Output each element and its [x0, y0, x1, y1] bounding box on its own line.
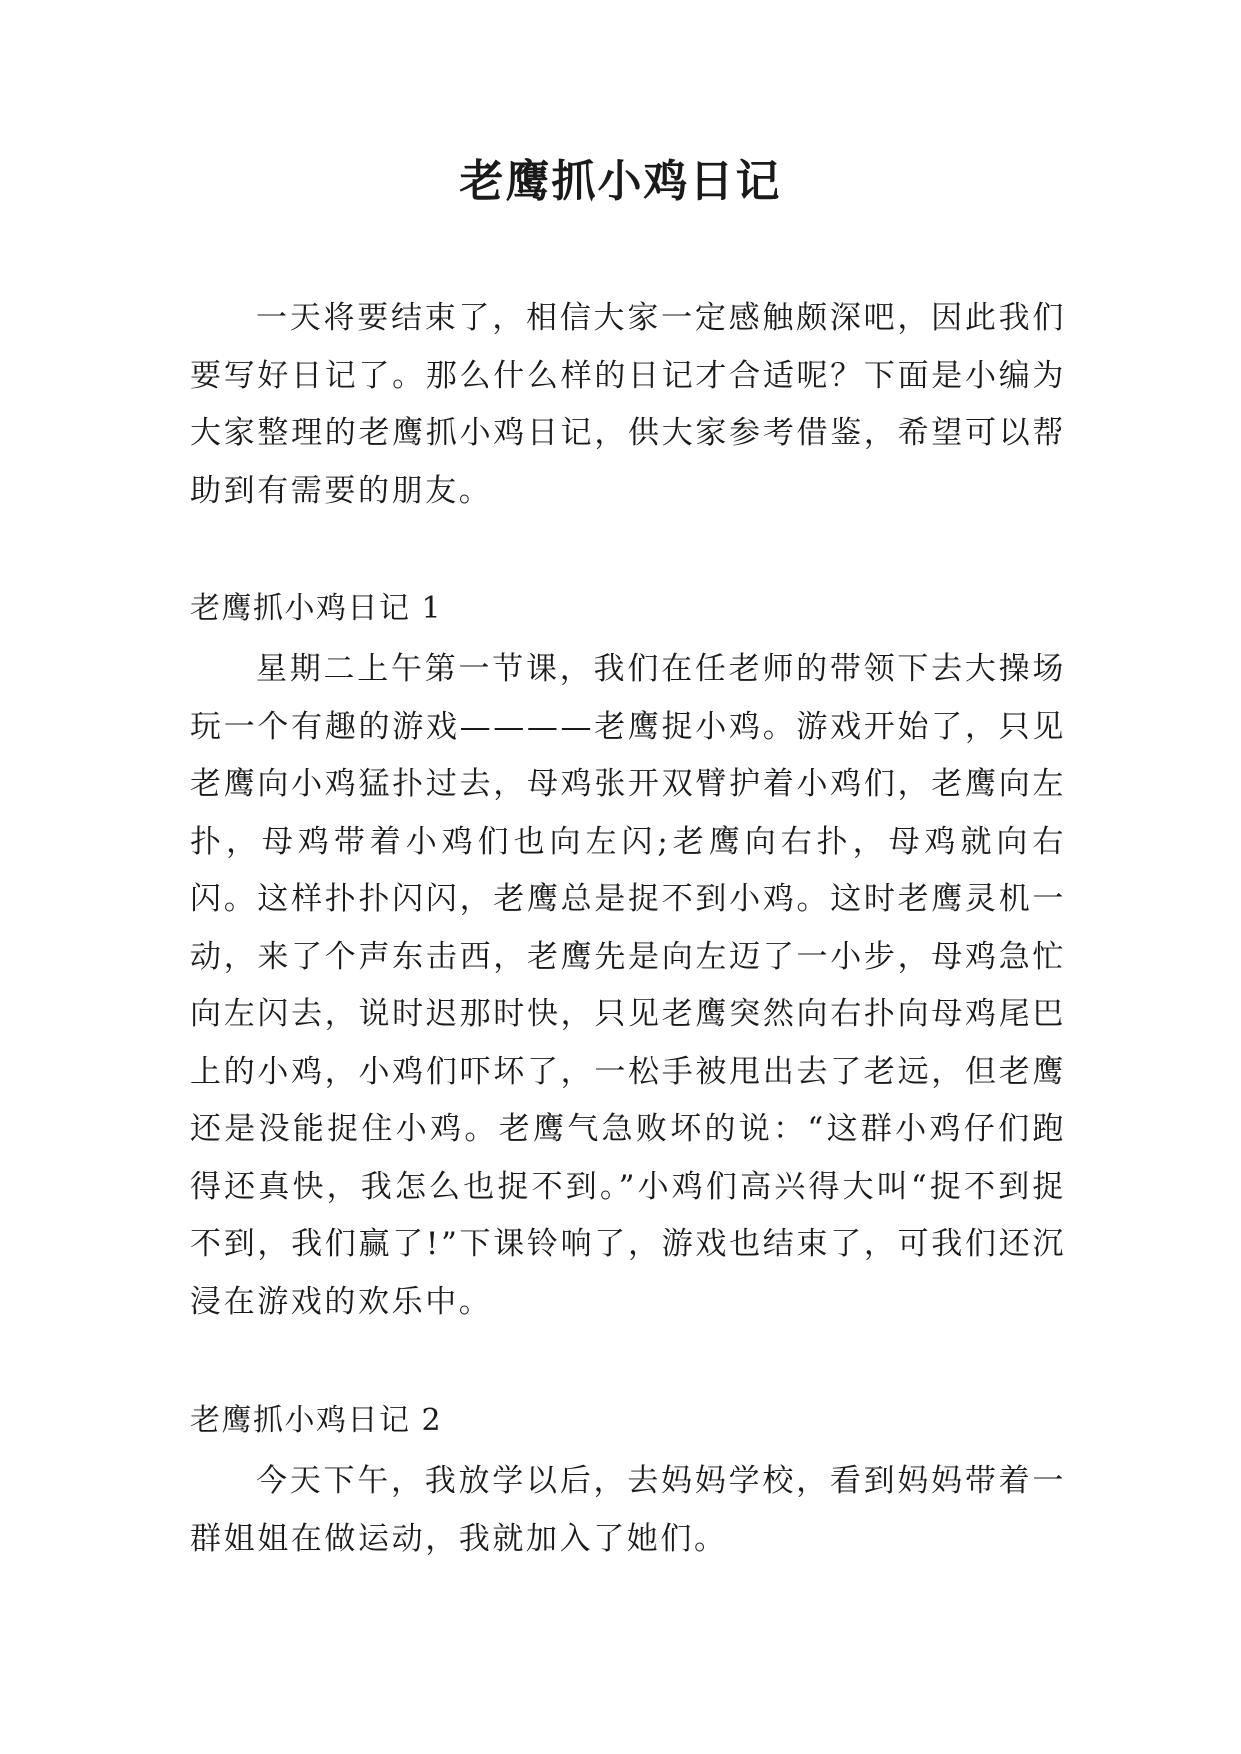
document-title: 老鹰抓小鸡日记 — [459, 156, 782, 207]
section-heading-2: 老鹰抓小鸡日记 2 — [190, 1403, 443, 1438]
section-heading-1: 老鹰抓小鸡日记 1 — [190, 591, 443, 626]
section-paragraph-1: 星期二上午第一节课，我们在任老师的带领下去大操场玩一个有趣的游戏————老鹰捉小鸡。游戏开始了，只见老鹰向小鸡猛扑过去，母鸡张开双臂护着小鸡们，老鹰向左扑，母鸡带着小鸡们也向左闪;老鹰向右扑，母鸡就向右闪。这样扑扑闪闪，老鹰总是捉不到小鸡。这时老鹰灵机一动，来了个声东击西，老鹰先是向左迈了一小步，母鸡急忙向左闪去，说时迟那时快，只见老鹰突然向右扑向母鸡尾巴上的小鸡，小鸡们吓坏了，一松手被甩出去了老远，但老鹰还是没能捉住小鸡。老鹰气急败坏的说：“这群小鸡仔们跑得还真快，我怎么也捉不到。”小鸡们高兴得大叫“捉不到捉不到，我们赢了!”下课铃响了，游戏也结束了，可我们还沉浸在游戏的欢乐中。 — [190, 651, 1066, 1320]
intro-paragraph: 一天将要结束了，相信大家一定感触颇深吧，因此我们要写好日记了。那么什么样的日记才合适呢？下面是小编为大家整理的老鹰抓小鸡日记，供大家参考借鉴，希望可以帮助到有需要的朋友。 — [190, 300, 1066, 509]
section-paragraph-2: 今天下午，我放学以后，去妈妈学校，看到妈妈带着一群姐姐在做运动，我就加入了她们。 — [190, 1463, 1066, 1557]
